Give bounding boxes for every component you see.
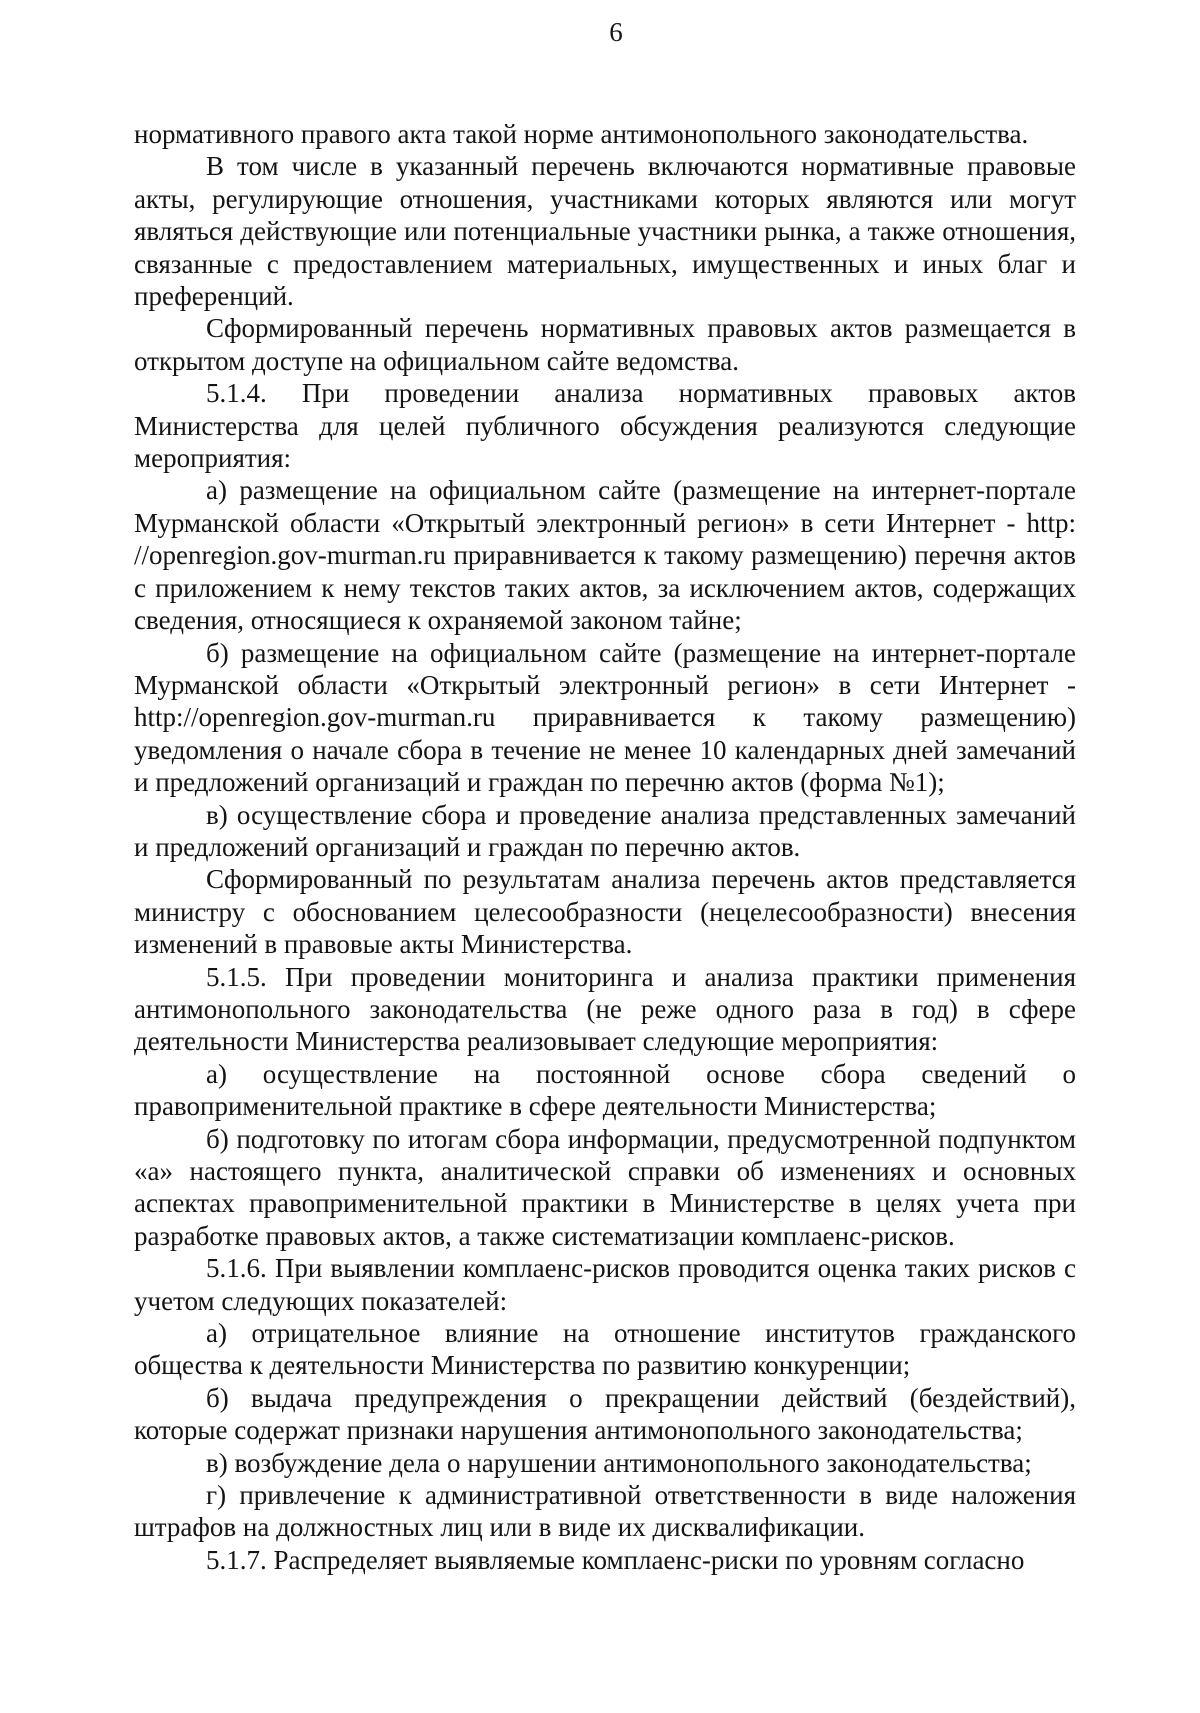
- paragraph: В том числе в указанный перечень включаются нормативные правовые акты, регулирующие отношения, участниками которых являются или могут являться действующие или потенциальные участники рынка, а также отношения, связанные с предоставлением материальных, имущественных и иных благ и преференций.: [134, 151, 1076, 312]
- list-item-g: г) привлечение к административной ответственности в виде наложения штрафов на должностных лиц или в виде их дисквалификации.: [134, 1480, 1076, 1543]
- list-item-b: б) выдача предупреждения о прекращении действий (бездействий), которые содержат признаки нарушения антимонопольного законодательства;: [134, 1382, 1076, 1446]
- list-item-a: а) размещение на официальном сайте (размещение на интернет-портале Мурманской области «Открытый электронный регион» в сети Интернет - http: //openregion.gov-murman.ru приравнивается к такому размещению) перечня актов с приложением к нему текстов таких актов, за исключением актов, содержащих сведения, относящиеся к охраняемой законом тайне;: [134, 475, 1076, 636]
- section-5-1-4-paragraph: 5.1.4. При проведении анализа нормативных правовых актов Министерства для целей публичного обсуждения реализуются следующие мероприятия:: [134, 378, 1076, 474]
- paragraph: Сформированный по результатам анализа перечень актов представляется министру с обоснованием целесообразности (нецелесообразности) внесения изменений в правовые акты Министерства.: [134, 864, 1076, 960]
- paragraph: Сформированный перечень нормативных правовых актов размещается в открытом доступе на официальном сайте ведомства.: [134, 313, 1076, 376]
- section-5-1-6-paragraph: 5.1.6. При выявлении комплаенс-рисков проводится оценка таких рисков с учетом следующих показателей:: [134, 1253, 1076, 1316]
- page-number: 6: [609, 17, 623, 47]
- list-item-v: в) осуществление сбора и проведение анализа представленных замечаний и предложений организаций и граждан по перечню актов.: [134, 799, 1076, 862]
- section-5-1-7-paragraph: 5.1.7. Распределяет выявляемые комплаенс-риски по уровням согласно: [206, 1544, 1025, 1575]
- section-5-1-5-paragraph: 5.1.5. При проведении мониторинга и анализа практики применения антимонопольного законодательства (не реже одного раза в год) в сфере деятельности Министерства реализовывает следующие мероприятия:: [134, 961, 1076, 1057]
- list-item-b: б) подготовку по итогам сбора информации, предусмотренной подпунктом «а» настоящего пункта, аналитической справки об изменениях и основных аспектах правоприменительной практики в Министерстве в целях учета при разработке правовых актов, а также систематизации комплаенс-рисков.: [134, 1123, 1076, 1251]
- list-item-b: б) размещение на официальном сайте (размещение на интернет-портале Мурманской области «Открытый электронный регион» в сети Интернет - http://openregion.gov-murman.ru приравнивается к такому размещению) уведомления о начале сбора в течение не менее 10 календарных дней замечаний и предложений организаций и граждан по перечню актов (форма №1);: [134, 637, 1076, 798]
- list-item-a: а) осуществление на постоянной основе сбора сведений о правоприменительной практике в сфере деятельности Министерства;: [134, 1058, 1076, 1122]
- list-item-a: а) отрицательное влияние на отношение институтов гражданского общества к деятельности Министерства по развитию конкуренции;: [134, 1318, 1076, 1381]
- list-item-v: в) возбуждение дела о нарушении антимонопольного законодательства;: [206, 1447, 1032, 1478]
- paragraph: нормативного правого акта такой норме антимонопольного законодательства.: [134, 119, 1029, 149]
